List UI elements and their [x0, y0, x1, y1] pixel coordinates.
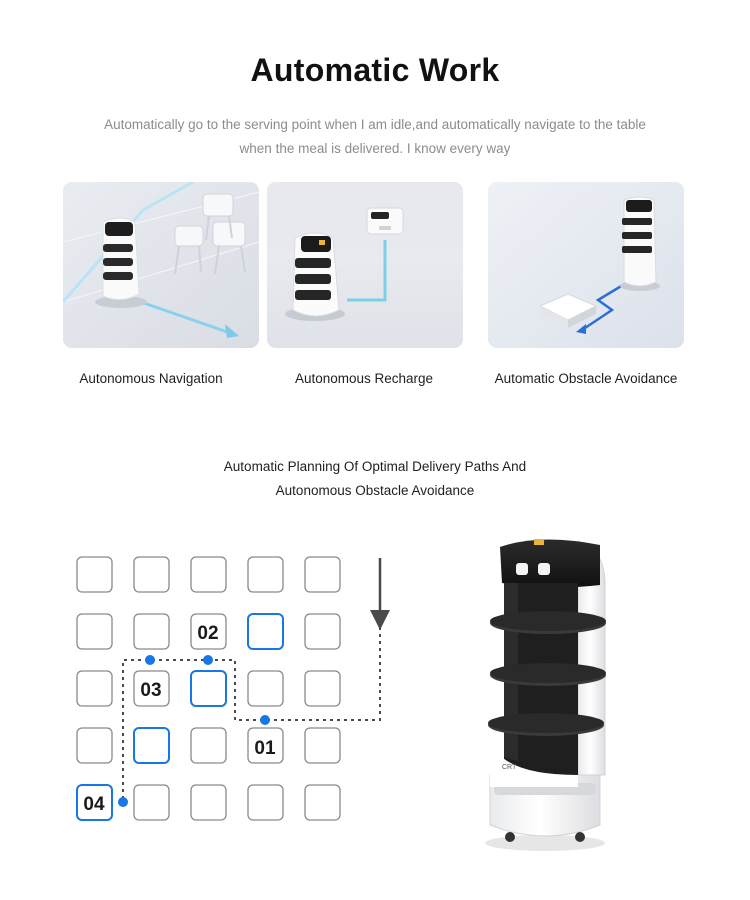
navigation-image — [63, 182, 259, 348]
feature-label-recharge: Autonomous Recharge — [294, 371, 434, 386]
grid-cell — [191, 728, 226, 763]
arrow-down-icon — [370, 610, 390, 630]
grid-cell — [77, 557, 112, 592]
grid-cell — [134, 785, 169, 820]
delivery-path-diagram — [60, 540, 410, 840]
grid-cell — [248, 785, 283, 820]
stop-label-04: 04 — [83, 794, 105, 815]
stop-box — [191, 671, 226, 706]
grid-cell — [305, 671, 340, 706]
waypoint-dot-04 — [118, 797, 128, 807]
grid-cell — [134, 557, 169, 592]
planning-title-line-1: Automatic Planning Of Optimal Delivery Paths And — [223, 459, 527, 474]
waypoint-dot-01 — [260, 715, 270, 725]
grid-cell — [191, 557, 226, 592]
obstacle-image — [488, 182, 684, 348]
stop-label-02: 02 — [197, 623, 219, 644]
grid-cell — [77, 614, 112, 649]
grid-cell — [305, 614, 340, 649]
brand-logo: CRT — [502, 764, 517, 771]
waypoint-dot-02 — [203, 655, 213, 665]
grid-cell — [305, 557, 340, 592]
stop-label-03: 03 — [140, 680, 162, 701]
grid-cell — [77, 671, 112, 706]
stop-label-01: 01 — [254, 738, 276, 759]
delivery-robot-image — [460, 525, 630, 855]
page-title: Automatic Work — [250, 52, 500, 88]
grid-cell — [305, 785, 340, 820]
feature-label-navigation: Autonomous Navigation — [79, 371, 223, 386]
stop-box — [134, 728, 169, 763]
grid-cell — [248, 671, 283, 706]
grid-cell — [191, 785, 226, 820]
grid-cell — [305, 728, 340, 763]
recharge-image — [267, 182, 463, 348]
page-subtitle: Automatically go to the serving point when I am idle,and automatically navigate to the table when the meal is delivered. I know every way — [104, 117, 646, 156]
grid-cell — [248, 557, 283, 592]
waypoint-dot-03 — [145, 655, 155, 665]
stop-box — [248, 614, 283, 649]
planning-title — [0, 455, 750, 503]
grid-cell — [134, 614, 169, 649]
feature-label-obstacle: Automatic Obstacle Avoidance — [494, 371, 678, 386]
planning-title-line-2: Autonomous Obstacle Avoidance — [275, 483, 475, 498]
grid-cell — [77, 728, 112, 763]
